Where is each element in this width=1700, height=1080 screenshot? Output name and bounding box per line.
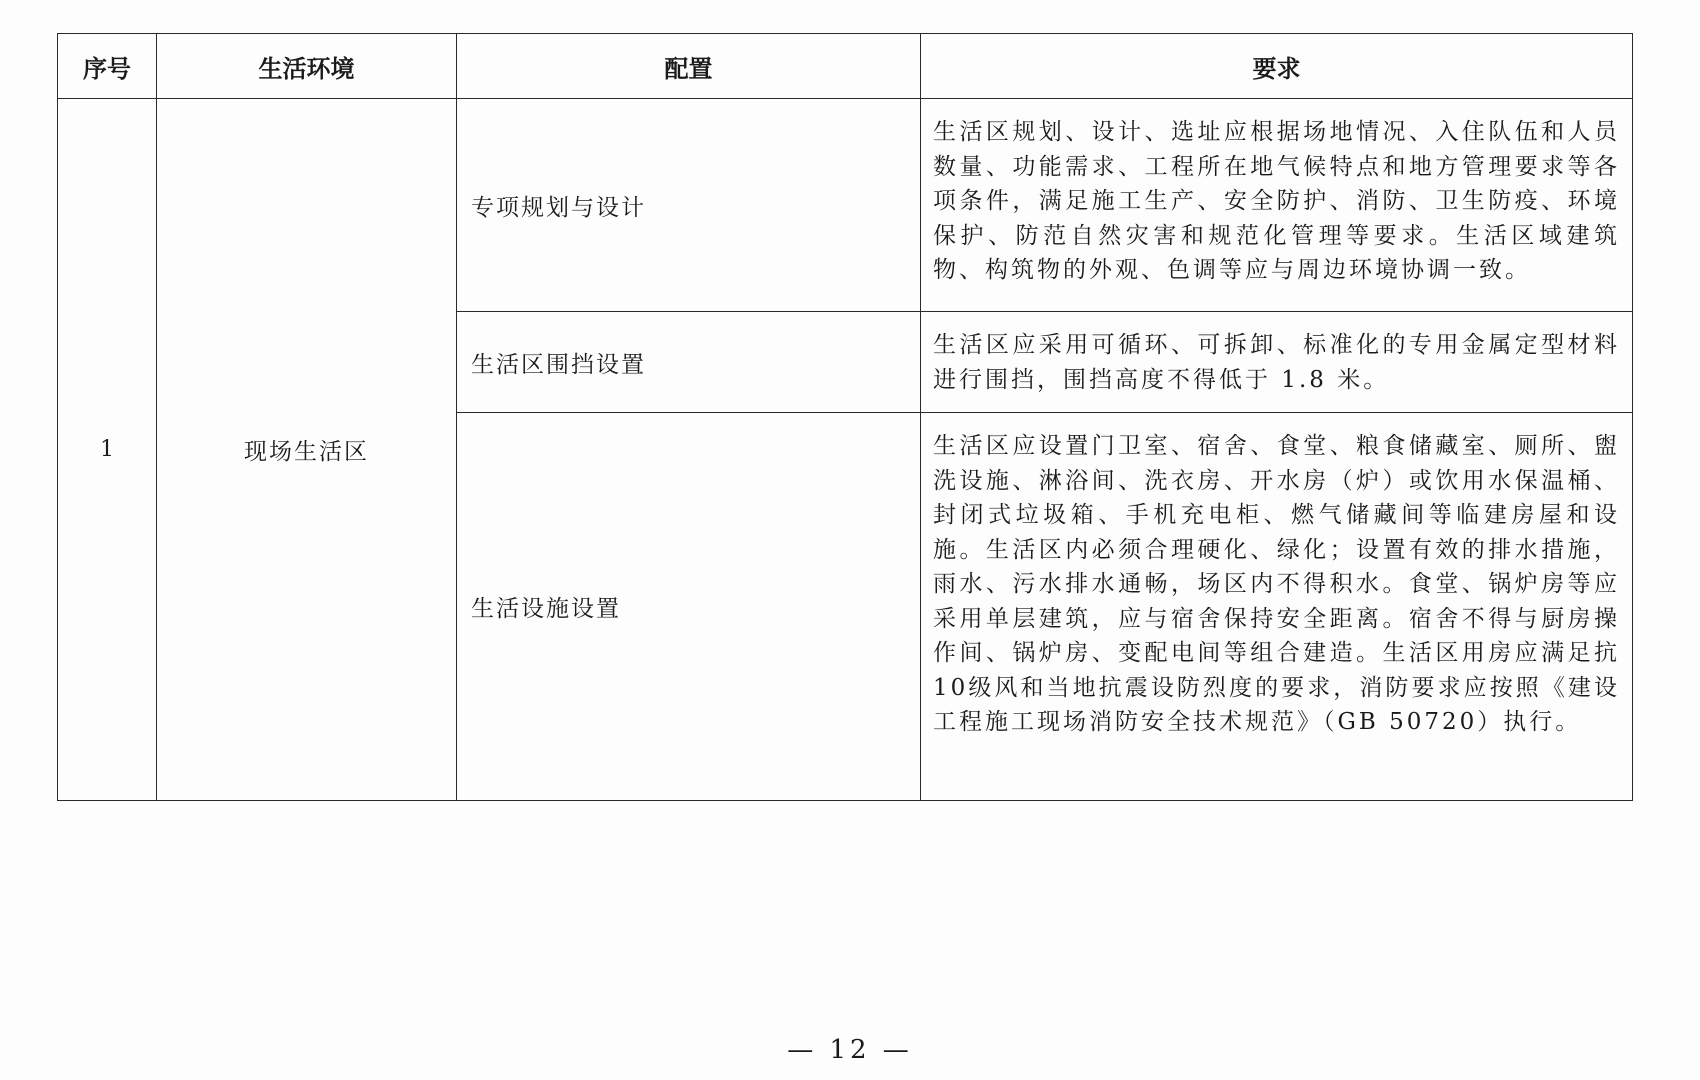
requirement-cell-planning: 生活区规划、设计、选址应根据场地情况、入住队伍和人员数量、功能需求、工程所在地气候特点和地方管理要求等各项条件，满足施工生产、安全防护、消防、卫生防疫、环境保护、防范自然灾害和规范化管理等要求。生活区域建筑物、构筑物的外观、色调等应与周边环境协调一致。 [921,99,1633,312]
header-requirement: 要求 [921,34,1633,99]
table-header-row [58,34,1633,99]
seq-cell: 1 [58,99,157,801]
config-cell-facilities: 生活设施设置 [457,413,921,801]
table-row [58,99,1633,312]
requirement-cell-enclosure: 生活区应采用可循环、可拆卸、标准化的专用金属定型材料进行围挡，围挡高度不得低于 1.8 米。 [921,312,1633,413]
header-environment: 生活环境 [157,34,457,99]
config-cell-planning: 专项规划与设计 [457,99,921,312]
environment-cell: 现场生活区 [157,99,457,801]
config-cell-enclosure: 生活区围挡设置 [457,312,921,413]
header-configuration: 配置 [457,34,921,99]
requirement-cell-facilities: 生活区应设置门卫室、宿舍、食堂、粮食储藏室、厕所、盥洗设施、淋浴间、洗衣房、开水房（炉）或饮用水保温桶、封闭式垃圾箱、手机充电柜、燃气储藏间等临建房屋和设施。生活区内必须合理硬化、绿化；设置有效的排水措施，雨水、污水排水通畅，场区内不得积水。食堂、锅炉房等应采用单层建筑，应与宿舍保持安全距离。宿舍不得与厨房操作间、锅炉房、变配电间等组合建造。生活区用房应满足抗10级风和当地抗震设防烈度的要求，消防要求应按照《建设工程施工现场消防安全技术规范》（GB 50720）执行。 [921,413,1633,801]
page-number: — 12 — [787,1035,913,1065]
requirements-table [57,33,1633,801]
header-seq: 序号 [58,34,157,99]
